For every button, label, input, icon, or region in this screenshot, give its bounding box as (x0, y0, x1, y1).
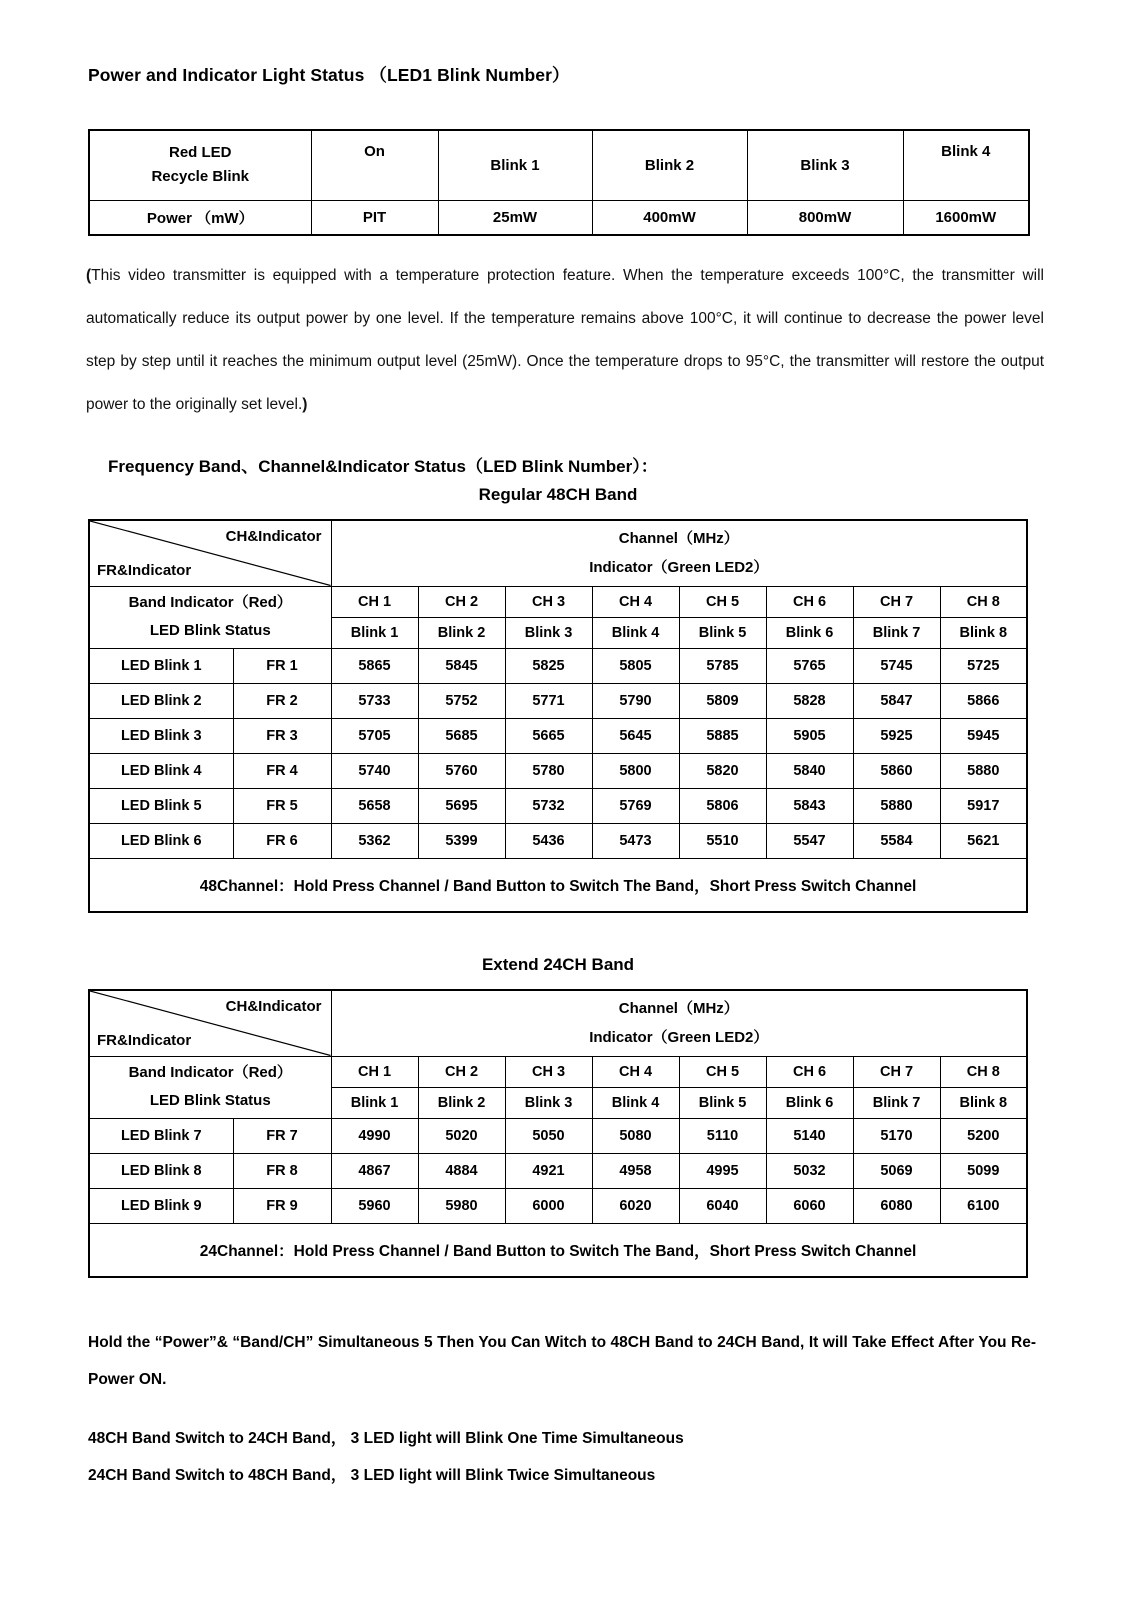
freq-cell: 5885 (679, 718, 766, 753)
freq-cell: 5732 (505, 788, 592, 823)
blink-label-cell: Blink 6 (766, 617, 853, 648)
blink-label-cell: Blink 5 (679, 617, 766, 648)
freq-cell: 5510 (679, 823, 766, 858)
blink-label-cell: Blink 4 (592, 617, 679, 648)
freq-cell: 5110 (679, 1118, 766, 1153)
blink-label-cell: Blink 2 (418, 617, 505, 648)
freq-cell: 5658 (331, 788, 418, 823)
led-blink-status-label: LED Blink Status (149, 622, 271, 639)
freq-cell: 5917 (940, 788, 1027, 823)
freq-cell: 5765 (766, 648, 853, 683)
freq-cell: 5790 (592, 683, 679, 718)
led-blink-cell: LED Blink 1 (89, 648, 233, 683)
ch-label-cell: CH 1 (331, 1056, 418, 1087)
power-col-header: Blink 4 (903, 130, 1029, 200)
blink-label-cell: Blink 3 (505, 1087, 592, 1118)
blink-label-cell: Blink 7 (853, 1087, 940, 1118)
power-value-cell: 1600mW (903, 200, 1029, 235)
band24-table (88, 989, 1028, 1278)
table-row (89, 683, 1027, 718)
freq-cell: 5760 (418, 753, 505, 788)
fr-cell: FR 5 (233, 788, 331, 823)
fr-cell: FR 6 (233, 823, 331, 858)
ch-label-cell: CH 3 (505, 586, 592, 617)
ch-label-cell: CH 2 (418, 586, 505, 617)
power-col-header: Blink 3 (747, 130, 903, 200)
ch-indicator-label: CH&Indicator (225, 998, 322, 1015)
freq-cell: 5865 (331, 648, 418, 683)
freq-cell: 4990 (331, 1118, 418, 1153)
freq-cell: 5843 (766, 788, 853, 823)
freq-cell: 5806 (679, 788, 766, 823)
power-value-cell: 400mW (592, 200, 747, 235)
freq-cell: 6060 (766, 1188, 853, 1223)
freq-cell: 5945 (940, 718, 1027, 753)
ch-label-cell: CH 6 (766, 586, 853, 617)
freq-cell: 5785 (679, 648, 766, 683)
channel-mhz-label: Channel（MHz） (618, 1000, 739, 1018)
led-blink-cell: LED Blink 5 (89, 788, 233, 823)
freq-cell: 5840 (766, 753, 853, 788)
freq-cell: 5780 (505, 753, 592, 788)
freq-cell: 5847 (853, 683, 940, 718)
power-status-table (88, 129, 1030, 236)
led-blink-cell: LED Blink 3 (89, 718, 233, 753)
fr-cell: FR 1 (233, 648, 331, 683)
table-row (89, 753, 1027, 788)
blink-label-cell: Blink 7 (853, 617, 940, 648)
diagonal-header-cell (89, 990, 331, 1056)
freq-cell: 5805 (592, 648, 679, 683)
blink-label-cell: Blink 3 (505, 617, 592, 648)
ch-label-cell: CH 7 (853, 1056, 940, 1087)
frequency-section-heading: Frequency Band、Channel&Indicator Status（LED Blink Number）： (108, 457, 658, 476)
power-col-header: On (311, 130, 438, 200)
freq-cell: 5665 (505, 718, 592, 753)
hold-buttons-note: Hold the “Power”& “Band/CH” Simultaneous 5 Then You Can Witch to 48CH Band to 24CH Band, It will Take Effect After You Re-Power ON. (88, 1334, 1036, 1388)
table-row (89, 1188, 1027, 1223)
switch-note-48-to-24: 48CH Band Switch to 24CH Band， 3 LED light will Blink One Time Simultaneous (88, 1430, 684, 1447)
freq-cell: 5399 (418, 823, 505, 858)
ch-label-cell: CH 8 (940, 586, 1027, 617)
freq-cell: 6080 (853, 1188, 940, 1223)
freq-cell: 5695 (418, 788, 505, 823)
blink-label-cell: Blink 2 (418, 1087, 505, 1118)
channel-mhz-label: Channel（MHz） (618, 530, 739, 548)
ch-label-cell: CH 4 (592, 1056, 679, 1087)
freq-cell: 4958 (592, 1153, 679, 1188)
fr-indicator-label: FR&Indicator (97, 1031, 192, 1049)
freq-cell: 5845 (418, 648, 505, 683)
ch-label-cell: CH 5 (679, 1056, 766, 1087)
band48-footer: 48Channel：Hold Press Channel / Band Button to Switch The Band，Short Press Switch Channel (89, 858, 1027, 912)
freq-cell: 5069 (853, 1153, 940, 1188)
freq-cell: 5436 (505, 823, 592, 858)
freq-cell: 5740 (331, 753, 418, 788)
fr-cell: FR 7 (233, 1118, 331, 1153)
freq-cell: 5170 (853, 1118, 940, 1153)
freq-cell: 5980 (418, 1188, 505, 1223)
freq-cell: 5032 (766, 1153, 853, 1188)
band-indicator-cell (89, 1056, 331, 1118)
switch-note-24-to-48: 24CH Band Switch to 48CH Band， 3 LED light will Blink Twice Simultaneous (88, 1467, 656, 1484)
freq-cell: 5960 (331, 1188, 418, 1223)
band-indicator-red-label: Band Indicator（Red） (128, 594, 292, 611)
freq-cell: 5200 (940, 1118, 1027, 1153)
band-indicator-red-label: Band Indicator（Red） (128, 1064, 292, 1081)
freq-cell: 5099 (940, 1153, 1027, 1188)
freq-cell: 5733 (331, 683, 418, 718)
temperature-note-close-paren: ) (302, 396, 308, 413)
temperature-note-open-paren: ( (86, 267, 92, 284)
freq-cell: 6100 (940, 1188, 1027, 1223)
ch-label-cell: CH 6 (766, 1056, 853, 1087)
led-blink-cell: LED Blink 6 (89, 823, 233, 858)
freq-cell: 4867 (331, 1153, 418, 1188)
blink-label-cell: Blink 8 (940, 617, 1027, 648)
freq-cell: 5020 (418, 1118, 505, 1153)
freq-cell: 5725 (940, 648, 1027, 683)
led-blink-cell: LED Blink 8 (89, 1153, 233, 1188)
table-row (89, 648, 1027, 683)
diagonal-header-cell (89, 520, 331, 586)
freq-cell: 5905 (766, 718, 853, 753)
freq-cell: 4995 (679, 1153, 766, 1188)
blink-label-cell: Blink 6 (766, 1087, 853, 1118)
freq-cell: 5769 (592, 788, 679, 823)
freq-cell: 4884 (418, 1153, 505, 1188)
freq-cell: 5880 (940, 753, 1027, 788)
freq-cell: 5800 (592, 753, 679, 788)
ch-label-cell: CH 8 (940, 1056, 1027, 1087)
ch-label-cell: CH 2 (418, 1056, 505, 1087)
power-value-cell: 800mW (747, 200, 903, 235)
fr-cell: FR 4 (233, 753, 331, 788)
red-led-label: Red LED (168, 144, 232, 162)
table-row (89, 823, 1027, 858)
freq-cell: 5752 (418, 683, 505, 718)
led-blink-cell: LED Blink 9 (89, 1188, 233, 1223)
table-row (89, 788, 1027, 823)
power-row-label: Power （mW） (89, 200, 311, 235)
freq-cell: 5809 (679, 683, 766, 718)
ch-label-cell: CH 5 (679, 586, 766, 617)
freq-cell: 5860 (853, 753, 940, 788)
blink-label-cell: Blink 5 (679, 1087, 766, 1118)
band24-title: Extend 24CH Band (481, 955, 635, 974)
ch-indicator-label: CH&Indicator (225, 528, 322, 545)
blink-label-cell: Blink 4 (592, 1087, 679, 1118)
led-blink-status-label: LED Blink Status (149, 1092, 271, 1109)
ch-label-cell: CH 7 (853, 586, 940, 617)
indicator-green-led2-label: Indicator（Green LED2） (589, 559, 769, 577)
led-blink-cell: LED Blink 4 (89, 753, 233, 788)
freq-cell: 5745 (853, 648, 940, 683)
freq-cell: 5621 (940, 823, 1027, 858)
ch-label-cell: CH 1 (331, 586, 418, 617)
page-title: Power and Indicator Light Status （LED1 Blink Number） (88, 65, 570, 85)
channel-header-cell (331, 990, 1027, 1056)
freq-cell: 5080 (592, 1118, 679, 1153)
blink-label-cell: Blink 1 (331, 1087, 418, 1118)
freq-cell: 5140 (766, 1118, 853, 1153)
temperature-note (86, 254, 1044, 426)
blink-label-cell: Blink 1 (331, 617, 418, 648)
temperature-note-body: This video transmitter is equipped with a temperature protection feature. When the temperature exceeds 100°C, the transmitter will automatically reduce its output power by one level. If the temperature remains above 100°C, it will continue to decrease the power level step by step until it reaches the minimum output level (25mW). Once the temperature drops to 95°C, the transmitter will restore the output power to the originally set level. (86, 267, 1044, 413)
freq-cell: 4921 (505, 1153, 592, 1188)
freq-cell: 5547 (766, 823, 853, 858)
freq-cell: 5820 (679, 753, 766, 788)
indicator-green-led2-label: Indicator（Green LED2） (589, 1029, 769, 1047)
blink-label-cell: Blink 8 (940, 1087, 1027, 1118)
freq-cell: 5473 (592, 823, 679, 858)
fr-indicator-label: FR&Indicator (97, 561, 192, 579)
power-table-row-header (89, 130, 311, 200)
band-indicator-cell (89, 586, 331, 648)
freq-cell: 5050 (505, 1118, 592, 1153)
channel-header-cell (331, 520, 1027, 586)
fr-cell: FR 8 (233, 1153, 331, 1188)
fr-cell: FR 9 (233, 1188, 331, 1223)
freq-cell: 5825 (505, 648, 592, 683)
freq-cell: 6040 (679, 1188, 766, 1223)
freq-cell: 5866 (940, 683, 1027, 718)
band48-title: Regular 48CH Band (478, 485, 638, 504)
table-row (89, 1153, 1027, 1188)
freq-cell: 5771 (505, 683, 592, 718)
led-blink-cell: LED Blink 7 (89, 1118, 233, 1153)
freq-cell: 5685 (418, 718, 505, 753)
power-value-cell: 25mW (438, 200, 592, 235)
power-col-header: Blink 2 (592, 130, 747, 200)
freq-cell: 5362 (331, 823, 418, 858)
freq-cell: 5584 (853, 823, 940, 858)
fr-cell: FR 3 (233, 718, 331, 753)
ch-label-cell: CH 3 (505, 1056, 592, 1087)
freq-cell: 5880 (853, 788, 940, 823)
band24-footer: 24Channel：Hold Press Channel / Band Button to Switch The Band，Short Press Switch Channel (89, 1223, 1027, 1277)
power-value-cell: PIT (311, 200, 438, 235)
led-blink-cell: LED Blink 2 (89, 683, 233, 718)
freq-cell: 5645 (592, 718, 679, 753)
ch-label-cell: CH 4 (592, 586, 679, 617)
freq-cell: 5828 (766, 683, 853, 718)
table-row (89, 718, 1027, 753)
band48-table (88, 519, 1028, 913)
fr-cell: FR 2 (233, 683, 331, 718)
power-col-header: Blink 1 (438, 130, 592, 200)
freq-cell: 6000 (505, 1188, 592, 1223)
freq-cell: 5705 (331, 718, 418, 753)
freq-cell: 6020 (592, 1188, 679, 1223)
freq-cell: 5925 (853, 718, 940, 753)
table-row (89, 1118, 1027, 1153)
recycle-blink-label: Recycle Blink (151, 168, 250, 186)
